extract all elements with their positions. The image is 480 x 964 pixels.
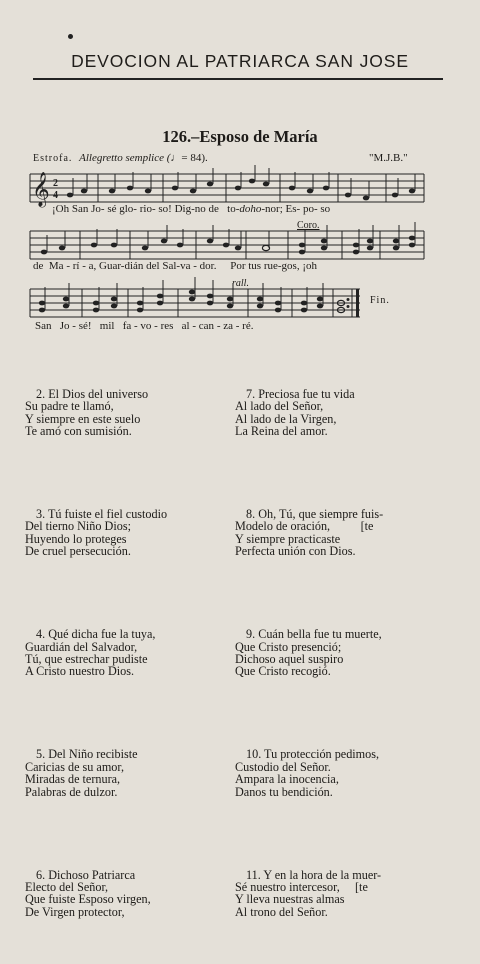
stanza-6: 6. Dichoso Patriarca Electo del Señor, Que fuiste Esposo virgen, De Virgen protector, xyxy=(25,867,151,919)
music-staff-1 xyxy=(30,172,424,207)
header-bullet xyxy=(68,34,73,39)
lyrics-line-1: ¡Oh San Jo- sé glo- rio- so! Dig-no de to-doho-nor; Es- po- so xyxy=(52,203,331,215)
tempo-marking xyxy=(33,152,208,164)
coro-label: Coro. xyxy=(297,220,320,231)
header-rule xyxy=(33,78,443,80)
stanza-8: 8. Oh, Tú, que siempre fuis- Modelo de oración, [te Y siempre practicaste Perfecta unión con Dios. xyxy=(235,507,384,559)
fin-label: Fin. xyxy=(370,295,390,306)
stanzas-left-column xyxy=(25,363,230,964)
lyrics-line-2: de Ma - rí - a, Guar-dián del Sal-va - dor. Por tus rue-gos, ¡oh xyxy=(33,260,317,272)
music-staff-3 xyxy=(30,287,360,319)
stanzas-right-column xyxy=(235,363,435,964)
page-header: DEVOCION AL PATRIARCA SAN JOSE xyxy=(71,51,409,71)
svg-text:2: 2 xyxy=(53,178,58,189)
composer-initials: "M.J.B." xyxy=(369,152,408,164)
music-staff-2 xyxy=(30,229,424,261)
rallentando-marking: rall. xyxy=(232,278,249,289)
hymn-title: 126.–Esposo de María xyxy=(162,127,318,146)
stanza-3: 3. Tú fuiste el fiel custodio Del tierno Niño Dios; Huyendo lo proteges De cruel persecución. xyxy=(25,507,168,559)
stanza-4: 4. Qué dicha fue la tuya, Guardián del Salvador, Tú, que estrechar pudiste A Cristo nuestro Dios. xyxy=(25,627,156,679)
half-note-icon: ♩ xyxy=(170,152,182,164)
svg-text:𝄞: 𝄞 xyxy=(32,172,50,207)
stanza-5: 5. Del Niño recibiste Caricias de su amor, Miradas de ternura, Palabras de dulzor. xyxy=(25,747,138,799)
stanza-11: 11. Y en la hora de la muer- Sé nuestro intercesor, [te Y lleva nuestras almas Al trono del Señor. xyxy=(235,867,382,919)
stanza-7: 7. Preciosa fue tu vida Al lado del Señor, Al lado de la Virgen, La Reina del amor. xyxy=(235,386,355,438)
stanza-2: 2. El Dios del universo Su padre te llamó, Y siempre en este suelo Te amó con sumisión. xyxy=(25,386,149,438)
stanza-10: 10. Tu protección pedimos, Custodio del Señor. Ampara la inocencia, Danos tu bendición. xyxy=(235,747,380,799)
tempo-text: Allegretto semplice ( xyxy=(79,152,171,164)
metronome-value: = 84). xyxy=(181,152,208,164)
section-label: Estrofa. xyxy=(33,153,73,164)
stanza-9: 9. Cuán bella fue tu muerte, Que Cristo presenció; Dichoso aquel suspiro Que Cristo recogió. xyxy=(235,627,382,679)
lyrics-line-3: San Jo - sé! mil fa - vo - res al - can - za - ré. xyxy=(35,320,254,332)
svg-text:4: 4 xyxy=(53,190,58,201)
